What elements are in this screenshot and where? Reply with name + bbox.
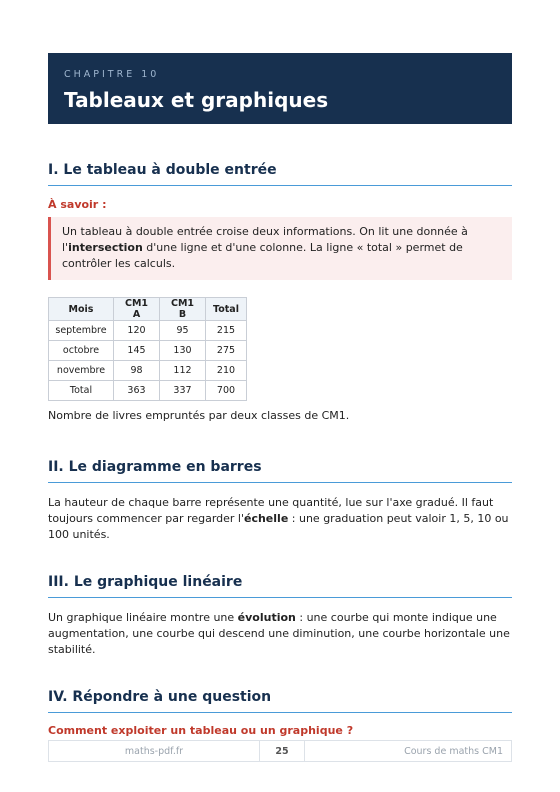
callout-text-2: d'une ligne et d'une colonne. La ligne « total » permet de contrôler les calculs.: [62, 241, 463, 270]
table-cell: 215: [206, 321, 247, 341]
col-header: Mois: [49, 298, 114, 321]
table-row: [49, 341, 247, 361]
table-cell: 337: [160, 381, 206, 401]
section-diagramme: [48, 459, 512, 543]
section-heading-1: I. Le tableau à double entrée: [48, 162, 512, 186]
table-row: [49, 321, 247, 341]
table-cell: 145: [114, 341, 160, 361]
text-bold: échelle: [244, 512, 289, 525]
section-heading-4: IV. Répondre à une question: [48, 689, 512, 713]
section-4-subheading: Comment exploiter un tableau ou un graphique ?: [48, 724, 354, 737]
table-cell: 130: [160, 341, 206, 361]
table-cell: 210: [206, 361, 247, 381]
section-tableau: [48, 162, 512, 422]
footer-site: maths-pdf.fr: [49, 741, 260, 761]
table-cell: Total: [49, 381, 114, 401]
section-heading-2: II. Le diagramme en barres: [48, 459, 512, 483]
savoir-callout: [48, 217, 512, 280]
callout-text-1: Un tableau à double entrée croise deux informations. On lit une donnée à l': [62, 225, 468, 254]
table-cell: 98: [114, 361, 160, 381]
section-2-text: [48, 495, 512, 543]
callout-bold: intersection: [68, 241, 143, 254]
page-footer: [48, 740, 512, 762]
table-row: [49, 361, 247, 381]
table-cell: 112: [160, 361, 206, 381]
page-content: [48, 53, 512, 737]
section-3-text: [48, 610, 512, 658]
col-header: CM1 B: [160, 298, 206, 321]
text-part: Un graphique linéaire montre une: [48, 611, 238, 624]
table-cell: 95: [160, 321, 206, 341]
table-cell: 363: [114, 381, 160, 401]
section-question: [48, 689, 512, 737]
table-cell: 700: [206, 381, 247, 401]
col-header: Total: [206, 298, 247, 321]
text-part: La hauteur de chaque barre représente une quantité, lue sur l'axe gradué. Il faut toujours commencer par regarder l': [48, 496, 494, 525]
table-cell: novembre: [49, 361, 114, 381]
section-graphique: [48, 574, 512, 658]
section-heading-3: III. Le graphique linéaire: [48, 574, 512, 598]
savoir-label: À savoir :: [48, 198, 107, 211]
table-caption: Nombre de livres empruntés par deux classes de CM1.: [48, 409, 350, 422]
chapter-banner: [48, 53, 512, 124]
text-part: : une courbe qui monte indique une augmentation, une courbe qui descend une diminution, une courbe horizontale une stabilité.: [48, 611, 510, 656]
page-title: Tableaux et graphiques: [64, 88, 329, 112]
chapter-label: CHAPITRE 10: [64, 69, 160, 80]
page-number: 25: [260, 741, 305, 761]
table-header-row: [49, 298, 247, 321]
table-cell: 120: [114, 321, 160, 341]
table-row-total: [49, 381, 247, 401]
text-bold: évolution: [237, 611, 296, 624]
footer-course: Cours de maths CM1: [404, 745, 503, 757]
data-table: [48, 297, 247, 401]
col-header: CM1 A: [114, 298, 160, 321]
table-cell: octobre: [49, 341, 114, 361]
table-cell: septembre: [49, 321, 114, 341]
table-cell: 275: [206, 341, 247, 361]
text-part: : une graduation peut valoir 1, 5, 10 ou 100 unités.: [48, 512, 509, 541]
